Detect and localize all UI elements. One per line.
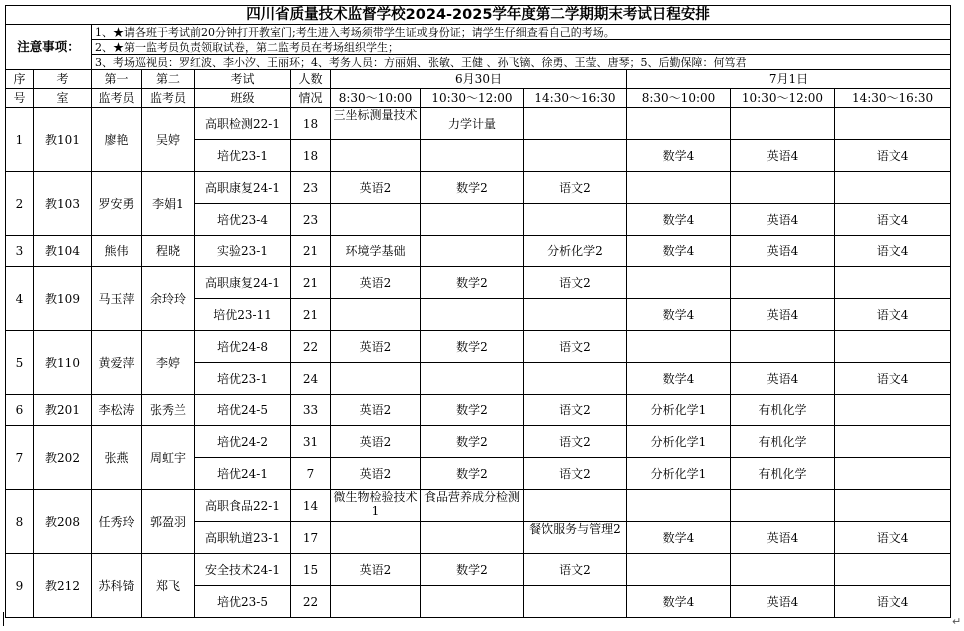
headcount-cell: 21 <box>291 236 331 267</box>
table-row <box>6 331 951 363</box>
exam-subject-cell <box>421 236 524 267</box>
header-cell: 室 <box>34 89 92 108</box>
header-cell: 第一 <box>92 70 142 89</box>
header-cell: 考试 <box>195 70 291 89</box>
exam-schedule-table <box>5 5 951 618</box>
headcount-cell: 24 <box>291 363 331 395</box>
table-row <box>6 395 951 426</box>
time-slot-header: 10:30～12:00 <box>421 89 524 108</box>
exam-subject-cell <box>835 331 951 363</box>
exam-subject-cell: 英语4 <box>731 522 835 554</box>
exam-subject-cell <box>331 363 421 395</box>
exam-subject-cell <box>421 586 524 618</box>
exam-subject-cell: 英语4 <box>731 363 835 395</box>
first-invigilator-cell: 张燕 <box>92 426 142 490</box>
class-cell: 培优24-5 <box>195 395 291 426</box>
first-invigilator-cell: 马玉萍 <box>92 267 142 331</box>
text-cursor <box>3 612 4 626</box>
class-cell: 培优23-11 <box>195 299 291 331</box>
exam-subject-cell: 数学2 <box>421 331 524 363</box>
exam-subject-cell: 语文4 <box>835 204 951 236</box>
first-invigilator-cell: 任秀玲 <box>92 490 142 554</box>
exam-subject-cell <box>835 395 951 426</box>
second-invigilator-cell: 周虹宇 <box>142 426 195 490</box>
exam-subject-cell: 语文4 <box>835 140 951 172</box>
exam-subject-cell: 有机化学 <box>731 395 835 426</box>
room-cell: 教208 <box>34 490 92 554</box>
time-slot-header: 8:30～10:00 <box>331 89 421 108</box>
exam-subject-cell: 数学2 <box>421 267 524 299</box>
exam-subject-cell <box>524 299 627 331</box>
header-cell: 第二 <box>142 70 195 89</box>
exam-subject-cell <box>731 108 835 140</box>
notice-line: 3、考场巡视员：罗红波、李小汐、王丽环；4、考务人员：方丽娟、张敏、王健 、孙飞镝、徐勇、王莹、唐琴；5、后勤保障：何笃君 <box>92 55 951 70</box>
headcount-cell: 22 <box>291 331 331 363</box>
class-cell: 高职食品22-1 <box>195 490 291 522</box>
exam-subject-cell: 数学2 <box>421 458 524 490</box>
table-row <box>6 172 951 204</box>
class-cell: 高职康复24-1 <box>195 267 291 299</box>
class-cell: 高职轨道23-1 <box>195 522 291 554</box>
exam-subject-cell: 语文4 <box>835 586 951 618</box>
header-cell: 班级 <box>195 89 291 108</box>
room-cell: 教202 <box>34 426 92 490</box>
exam-subject-cell: 英语2 <box>331 458 421 490</box>
room-cell: 教103 <box>34 172 92 236</box>
exam-subject-cell <box>731 331 835 363</box>
headcount-cell: 22 <box>291 586 331 618</box>
notice-line: 1、★请各班于考试前20分钟打开教室门;考生进入考场须带学生证或身份证；请学生仔细查看自己的考场。 <box>92 25 951 40</box>
exam-subject-cell: 语文4 <box>835 299 951 331</box>
exam-subject-cell: 英语2 <box>331 267 421 299</box>
exam-subject-cell: 英语2 <box>331 172 421 204</box>
exam-subject-cell: 餐饮服务与管理2 <box>524 522 627 554</box>
exam-subject-cell: 英语4 <box>731 586 835 618</box>
exam-subject-cell: 语文2 <box>524 458 627 490</box>
exam-subject-cell: 英语4 <box>731 236 835 267</box>
exam-subject-cell <box>524 204 627 236</box>
header-cell: 人数 <box>291 70 331 89</box>
class-cell: 高职检测22-1 <box>195 108 291 140</box>
seq-cell: 2 <box>6 172 34 236</box>
exam-subject-cell <box>331 522 421 554</box>
exam-subject-cell: 语文2 <box>524 331 627 363</box>
exam-subject-cell: 数学4 <box>627 363 731 395</box>
exam-subject-cell: 三坐标测量技术 <box>331 108 421 140</box>
header-cell: 监考员 <box>92 89 142 108</box>
room-cell: 教212 <box>34 554 92 618</box>
exam-subject-cell <box>835 490 951 522</box>
second-invigilator-cell: 张秀兰 <box>142 395 195 426</box>
exam-subject-cell <box>835 458 951 490</box>
class-cell: 培优23-4 <box>195 204 291 236</box>
exam-subject-cell: 数学2 <box>421 172 524 204</box>
first-invigilator-cell: 黄爱萍 <box>92 331 142 395</box>
exam-subject-cell <box>421 204 524 236</box>
notice-label: 注意事项： <box>6 25 92 70</box>
class-cell: 培优24-1 <box>195 458 291 490</box>
exam-subject-cell: 数学4 <box>627 299 731 331</box>
time-slot-header: 14:30～16:30 <box>524 89 627 108</box>
table-row <box>6 108 951 140</box>
exam-subject-cell: 英语2 <box>331 331 421 363</box>
headcount-cell: 21 <box>291 299 331 331</box>
exam-subject-cell: 语文4 <box>835 522 951 554</box>
exam-subject-cell: 语文2 <box>524 172 627 204</box>
room-cell: 教101 <box>34 108 92 172</box>
exam-subject-cell: 分析化学1 <box>627 458 731 490</box>
second-invigilator-cell: 郑飞 <box>142 554 195 618</box>
exam-subject-cell <box>835 108 951 140</box>
table-row <box>6 426 951 458</box>
exam-subject-cell <box>627 554 731 586</box>
class-cell: 高职康复24-1 <box>195 172 291 204</box>
headcount-cell: 21 <box>291 267 331 299</box>
exam-subject-cell <box>627 490 731 522</box>
exam-subject-cell <box>524 490 627 522</box>
exam-subject-cell: 英语2 <box>331 426 421 458</box>
exam-subject-cell: 语文4 <box>835 236 951 267</box>
exam-subject-cell: 英语4 <box>731 140 835 172</box>
headcount-cell: 15 <box>291 554 331 586</box>
date-header: 6月30日 <box>331 70 627 89</box>
room-cell: 教109 <box>34 267 92 331</box>
exam-subject-cell <box>731 554 835 586</box>
exam-subject-cell <box>835 426 951 458</box>
exam-subject-cell: 英语4 <box>731 204 835 236</box>
class-cell: 安全技术24-1 <box>195 554 291 586</box>
seq-cell: 3 <box>6 236 34 267</box>
class-cell: 培优23-1 <box>195 140 291 172</box>
exam-subject-cell: 分析化学1 <box>627 395 731 426</box>
exam-subject-cell <box>627 172 731 204</box>
exam-subject-cell: 有机化学 <box>731 458 835 490</box>
exam-subject-cell <box>331 140 421 172</box>
exam-subject-cell: 语文4 <box>835 363 951 395</box>
exam-subject-cell: 分析化学1 <box>627 426 731 458</box>
date-header: 7月1日 <box>627 70 951 89</box>
exam-subject-cell: 力学计量 <box>421 108 524 140</box>
class-cell: 培优24-2 <box>195 426 291 458</box>
first-invigilator-cell: 罗安勇 <box>92 172 142 236</box>
exam-subject-cell <box>835 554 951 586</box>
header-cell: 情况 <box>291 89 331 108</box>
exam-subject-cell: 有机化学 <box>731 426 835 458</box>
exam-subject-cell: 环境学基础 <box>331 236 421 267</box>
seq-cell: 8 <box>6 490 34 554</box>
exam-subject-cell: 数学4 <box>627 522 731 554</box>
exam-subject-cell <box>421 363 524 395</box>
exam-subject-cell <box>524 140 627 172</box>
room-cell: 教104 <box>34 236 92 267</box>
room-cell: 教201 <box>34 395 92 426</box>
seq-cell: 4 <box>6 267 34 331</box>
seq-cell: 6 <box>6 395 34 426</box>
header-cell: 序 <box>6 70 34 89</box>
headcount-cell: 33 <box>291 395 331 426</box>
room-cell: 教110 <box>34 331 92 395</box>
exam-subject-cell: 分析化学2 <box>524 236 627 267</box>
exam-subject-cell <box>421 140 524 172</box>
second-invigilator-cell: 李娟1 <box>142 172 195 236</box>
table-row <box>6 554 951 586</box>
exam-subject-cell <box>627 267 731 299</box>
time-slot-header: 14:30～16:30 <box>835 89 951 108</box>
exam-subject-cell: 语文2 <box>524 267 627 299</box>
exam-subject-cell: 数学4 <box>627 236 731 267</box>
exam-subject-cell: 英语2 <box>331 554 421 586</box>
exam-subject-cell <box>524 363 627 395</box>
exam-subject-cell: 语文2 <box>524 554 627 586</box>
exam-subject-cell <box>331 204 421 236</box>
seq-cell: 9 <box>6 554 34 618</box>
first-invigilator-cell: 廖艳 <box>92 108 142 172</box>
second-invigilator-cell: 程晓 <box>142 236 195 267</box>
table-row <box>6 236 951 267</box>
class-cell: 培优23-5 <box>195 586 291 618</box>
headcount-cell: 31 <box>291 426 331 458</box>
exam-subject-cell: 英语4 <box>731 299 835 331</box>
exam-subject-cell: 数学4 <box>627 140 731 172</box>
headcount-cell: 7 <box>291 458 331 490</box>
class-cell: 培优24-8 <box>195 331 291 363</box>
exam-subject-cell: 数学2 <box>421 426 524 458</box>
exam-subject-cell <box>421 299 524 331</box>
exam-subject-cell: 数学2 <box>421 395 524 426</box>
second-invigilator-cell: 余玲玲 <box>142 267 195 331</box>
time-slot-header: 10:30～12:00 <box>731 89 835 108</box>
header-cell: 号 <box>6 89 34 108</box>
header-cell: 考 <box>34 70 92 89</box>
headcount-cell: 17 <box>291 522 331 554</box>
exam-subject-cell: 语文2 <box>524 426 627 458</box>
second-invigilator-cell: 吴婷 <box>142 108 195 172</box>
seq-cell: 7 <box>6 426 34 490</box>
exam-subject-cell <box>524 108 627 140</box>
notice-line: 2、★第一监考员负责领取试卷，第二监考员在考场组织学生； <box>92 40 951 55</box>
exam-subject-cell: 微生物检验技术1 <box>331 490 421 522</box>
class-cell: 培优23-1 <box>195 363 291 395</box>
first-invigilator-cell: 熊伟 <box>92 236 142 267</box>
class-cell: 实验23-1 <box>195 236 291 267</box>
seq-cell: 5 <box>6 331 34 395</box>
headcount-cell: 23 <box>291 204 331 236</box>
exam-subject-cell: 数学4 <box>627 586 731 618</box>
paragraph-mark-icon: ↵ <box>952 615 962 628</box>
second-invigilator-cell: 李婷 <box>142 331 195 395</box>
exam-subject-cell <box>731 490 835 522</box>
exam-subject-cell: 数学4 <box>627 204 731 236</box>
exam-subject-cell <box>331 299 421 331</box>
time-slot-header: 8:30～10:00 <box>627 89 731 108</box>
exam-subject-cell <box>835 172 951 204</box>
exam-subject-cell <box>731 172 835 204</box>
exam-subject-cell: 食品营养成分检测 <box>421 490 524 522</box>
seq-cell: 1 <box>6 108 34 172</box>
headcount-cell: 14 <box>291 490 331 522</box>
headcount-cell: 18 <box>291 108 331 140</box>
exam-subject-cell <box>627 108 731 140</box>
first-invigilator-cell: 李松涛 <box>92 395 142 426</box>
second-invigilator-cell: 郭盈羽 <box>142 490 195 554</box>
headcount-cell: 23 <box>291 172 331 204</box>
table-row <box>6 267 951 299</box>
exam-subject-cell: 语文2 <box>524 395 627 426</box>
headcount-cell: 18 <box>291 140 331 172</box>
header-cell: 监考员 <box>142 89 195 108</box>
first-invigilator-cell: 苏科锜 <box>92 554 142 618</box>
exam-subject-cell <box>731 267 835 299</box>
exam-subject-cell <box>627 331 731 363</box>
table-row <box>6 490 951 522</box>
exam-subject-cell <box>331 586 421 618</box>
exam-subject-cell <box>835 267 951 299</box>
exam-subject-cell <box>421 522 524 554</box>
page-title: 四川省质量技术监督学校2024-2025学年度第二学期期末考试日程安排 <box>6 6 951 25</box>
exam-subject-cell: 数学2 <box>421 554 524 586</box>
exam-subject-cell: 英语2 <box>331 395 421 426</box>
exam-subject-cell <box>524 586 627 618</box>
